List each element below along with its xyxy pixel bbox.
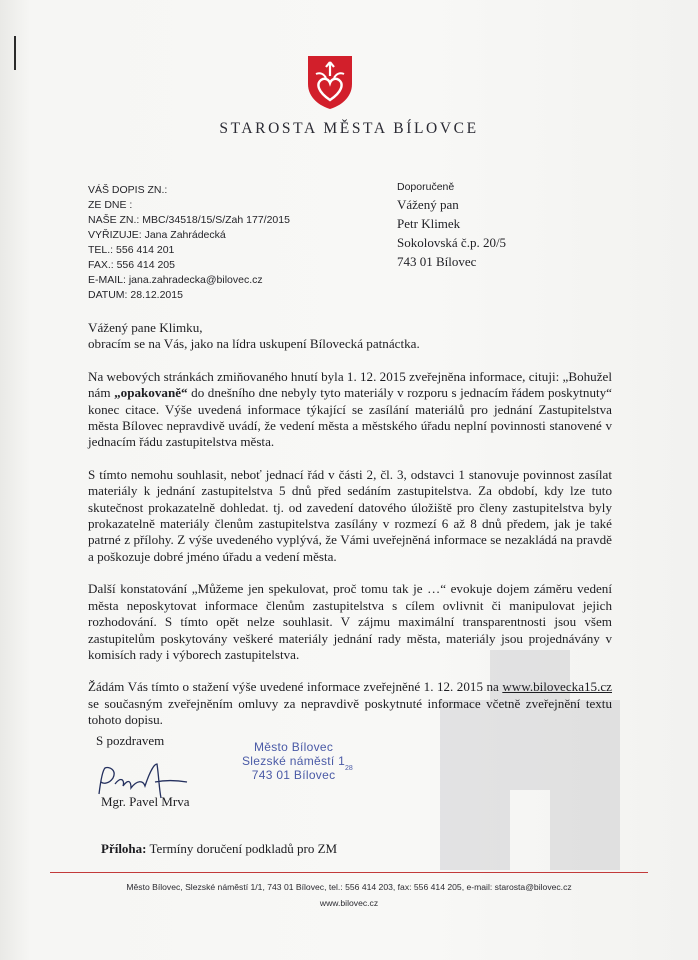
stamp-number: 28 [345,765,353,772]
office-stamp [242,740,345,782]
paragraph-1 [88,369,612,451]
ref-fax: FAX.: 556 414 205 [88,259,175,271]
recipient-street: Sokolovská č.p. 20/5 [397,235,507,250]
recipient-salutation: Vážený pan [397,197,459,212]
footer-web[interactable]: www.bilovec.cz [319,898,379,908]
heart-lily-crest-icon [306,54,354,110]
closing-regards: S pozdravem [96,733,165,748]
ref-email: E-MAIL: jana.zahradecka@bilovec.cz [88,274,263,286]
recipient-name: Petr Klimek [397,216,461,231]
ref-date: DATUM: 28.12.2015 [88,289,183,301]
footer-address: Město Bílovec, Slezské náměstí 1/1, 743 01 Bílovec, tel.: 556 414 203, fax: 556 414 205, e-mail: starosta@bilovec.cz [126,882,572,892]
attachment-line [101,841,337,857]
p1-text-a: Na webových stránkách zmiňovaného hnutí byla 1. 12. 2015 zveřejněna informace, cituji: „Bohužel nám [88,368,612,401]
attachment-text: Termíny doručení podkladů pro ZM [146,841,338,856]
recipient-block [397,179,506,271]
p4-text-a: Žádám Vás tímto o stažení výše uvedené informace zveřejněné 1. 12. 2015 na [88,679,503,695]
p4-text-b: se současným zveřejněním omluvy za nepravdivě poskytnuté informace včetně zveřejnění textu tohoto dopisu. [88,695,612,728]
letter-body [88,320,612,745]
p1-bold: „opakovaně“ [114,385,188,401]
letter-heading: STAROSTA MĚSTA BÍLOVCE [219,120,479,137]
stamp-line-2: Slezské náměstí 1 [242,754,346,768]
ref-handled-by: VYŘIZUJE: Jana Zahrádecká [88,229,226,241]
stamp-line-3: 743 01 Bílovec [251,768,336,782]
web-link[interactable]: www.bilovecka15.cz [502,679,612,695]
ref-our-ref: NAŠE ZN.: MBC/34518/15/S/Zah 177/2015 [88,214,290,226]
reference-block [88,183,290,303]
attachment-label: Příloha: [101,841,147,856]
ref-phone: TEL.: 556 414 201 [88,244,175,256]
delivery-note: Doporučeně [397,181,455,193]
intro-paragraph: obracím se na Vás, jako na lídra uskupení Bílovecká patnáctka. [88,336,420,352]
ref-your-letter: VÁŠ DOPIS ZN.: [88,184,168,196]
ref-from-date: ZE DNE : [88,199,133,211]
paragraph-4 [88,679,612,728]
footer [0,879,698,911]
footer-divider [50,872,648,873]
stamp-line-1: Město Bílovec [253,740,334,754]
p1-text-b: do dnešního dne nebyly tyto materiály v rozporu s jednacím řádem poskytnuty“ konec citace. Výše uvedená informace týkající se zasílání materiálů pro jednání Zastupitelstva města Bílovec nepravdivě uvádí, že vedení města a městského úřadu neplní povinnosti stanovené v jednacím řádu zastupitelstva města. [88,385,612,450]
paragraph-3: Další konstatování „Můžeme jen spekulovat, proč tomu tak je …“ evokuje dojem záměru vedení města neposkytovat informace členům zastupitelstva s cílem ovlivnit či manipulovat jejich rozhodování. S tímto opět nelze souhlasit. V zájmu maximální transparentnosti jsou všem zastupitelům poskytovány veškeré materiály jednání rady města, materiály jsou projednávány v komisích rady i výborech zastupitelstva. [88,581,612,662]
paragraph-2: S tímto nemohu souhlasit, neboť jednací řád v části 2, čl. 3, odstavci 1 stanovuje povinnost zasílat materiály k jednání zastupitelstva 5 dnů před sedáním zastupitelstva. Za období, kdy lze tuto skutečnost prokazatelně dohledat. tj. od zavedení datového úložiště pro členy zastupitelstva byly prokazatelně materiály členům zastupitelstva zasílány v rozmezí 6 až 8 dnů předem, jak je také patrné z přílohy. Z výše uvedeného vyplývá, že Vámi uveřejněná informace se nezakládá na pravdě a poškozuje dobré jméno úřadu a vedení města. [88,466,612,564]
punch-mark [14,36,16,70]
recipient-city: 743 01 Bílovec [397,254,477,269]
signer-name: Mgr. Pavel Mrva [101,794,190,809]
greeting: Vážený pane Klimku, [88,320,203,335]
